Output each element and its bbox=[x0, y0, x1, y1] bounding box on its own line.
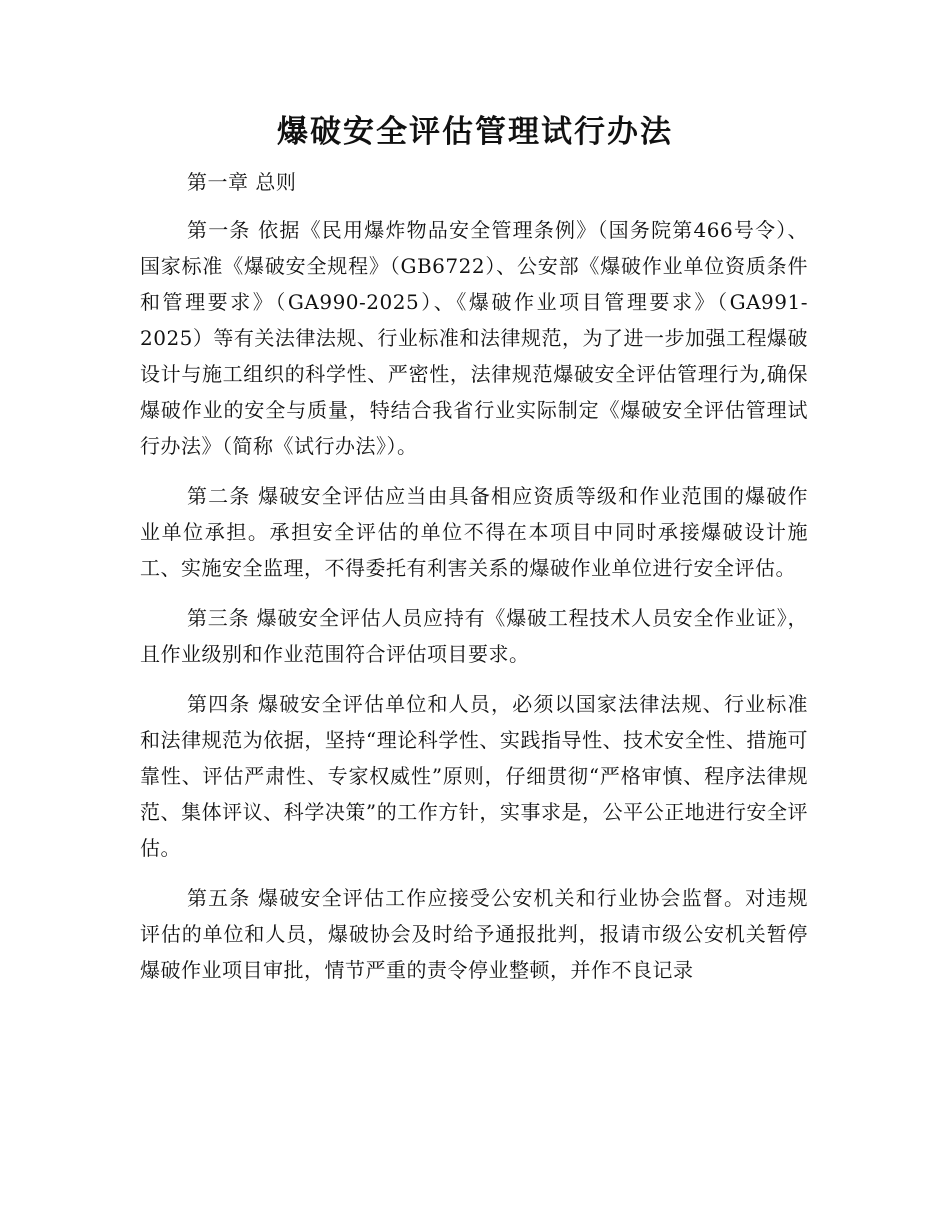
article-5: 第五条 爆破安全评估工作应接受公安机关和行业协会监督。对违规评估的单位和人员，爆破协会及时给予通报批判，报请市级公安机关暂停爆破作业项目审批，情节严重的责令停业整顿，并作不良记录 bbox=[140, 886, 808, 982]
article-2: 第二条 爆破安全评估应当由具备相应资质等级和作业范围的爆破作业单位承担。承担安全评估的单位不得在本项目中同时承接爆破设计施工、实施安全监理，不得委托有利害关系的爆破作业单位进行安全评估。 bbox=[140, 484, 808, 580]
chapter-heading: 第一章 总则 bbox=[187, 170, 297, 194]
article-4: 第四条 爆破安全评估单位和人员，必须以国家法律法规、行业标准和法律规范为依据，坚持“理论科学性、实践指导性、技术安全性、措施可靠性、评估严肃性、专家权威性”原则，仔细贯彻“严格审慎、程序法律规范、集体评议、科学决策”的工作方针，实事求是，公平公正地进行安全评估。 bbox=[140, 692, 808, 860]
article-1: 第一条 依据《民用爆炸物品安全管理条例》（国务院第466号令）、国家标准《爆破安全规程》（GB6722）、公安部《爆破作业单位资质条件和管理要求》（GA990-2025）、《爆破作业项目管理要求》（GA991-2025）等有关法律法规、行业标准和法律规范，为了进一步加强工程爆破设计与施工组织的科学性、严密性，法律规范爆破安全评估管理行为,确保爆破作业的安全与质量，特结合我省行业实际制定《爆破安全评估管理试行办法》（简称《试行办法》）。 bbox=[140, 218, 808, 458]
document-body bbox=[140, 164, 808, 1002]
document-title: 爆破安全评估管理试行办法 bbox=[277, 114, 673, 150]
article-3: 第三条 爆破安全评估人员应持有《爆破工程技术人员安全作业证》，且作业级别和作业范围符合评估项目要求。 bbox=[140, 606, 808, 666]
